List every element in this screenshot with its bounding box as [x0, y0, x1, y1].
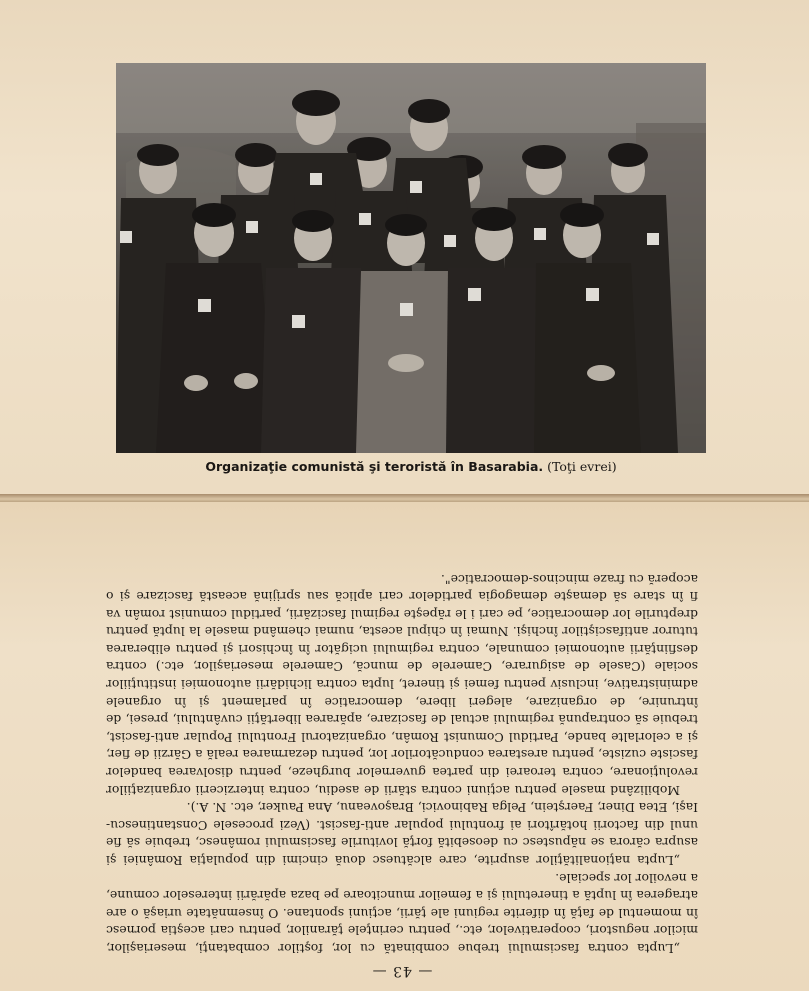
page-number: — 43 — [371, 963, 433, 979]
paragraph: „Lupta contra fascismului trebue combinată cu lor, foştilor combatanţi, meseriaşilor, micilor negustori, cooperativelor, etc., pentru cerinţele ţăranilor, pentru cari aceştia pornesc în momentul de faţă în diferite regiuni ale ţării, acţiuni spontane. O însemnătate uriaşă o are atragerea în luptă a tineretului şi a femeilor muncitoare pe baza apărării intereselor comune, a nevoilor lor speciale. [106, 870, 698, 956]
paragraph: „Lupta naţionalităţilor asuprite, care alcătuesc două cincimi din populaţia României şi asupra cărora se năpustesc cu deosebită forţă loviturile fascismului românesc, trebuie să fie unul din factorii hotărîtori ai frontului popular anti-fascist. (Vezi procesele Constantinescu-Iaşi, Etea Diner, Faerştein, Pelga Rabinovici, Braşoveanu, Ana Pauker, etc. N. A.). [106, 800, 698, 869]
photo-caption [116, 459, 706, 474]
group-photo-icon [116, 63, 706, 453]
caption-note: (Toţi evrei) [547, 459, 617, 474]
body-text [106, 570, 698, 957]
group-photo [116, 63, 706, 453]
paragraph: Mobilizând masele pentru acţiuni contra stării de asediu, contra interzicerii organizaţiilor revoluţionare, contra teroarei din partea guvernelor burgheze, pentru disolvarea bandelor fasciste cuziste, pentru arestarea conducătorilor lor, pentru dezarmarea reală a Gărzii de fier, şi a celorlalte bande, Partidul Comunist Român, organizatorul Frontului Popular anti-fascist, trebuie să contrapună regimului actual de fascizare, apărarea libertăţii cuvântului, presei, de întrunire, de organizare, alegeri libere, democratice în parlament şi în organele administrative, inclusiv pentru femei şi tineret, lupta contra lichidării autonomiei instituţiilor sociale (Casele de asigurare, Camerele de muncă, Camerele meseriaşilor, etc.) contra desfiinţării autonomiei comunale, contra regimului ucigător în închisori şi pentru eliberarea tuturor antifasciştilor închişi. Numai în chipul acesta, numai chemând masele la luptă pentru drepturile lor democratice, pe cari i le răpeşte regimul fascizării, partidul comunist român va fi în stare să demaşte demagogia partidelor cari aplică sau sprijină această fascizare şi o acoperă cu fraze mincinos-democratice". [106, 571, 698, 798]
upside-down-text-page [106, 525, 698, 981]
caption-bold: Organizaţie comunistă şi teroristă în Basarabia. [205, 459, 544, 474]
